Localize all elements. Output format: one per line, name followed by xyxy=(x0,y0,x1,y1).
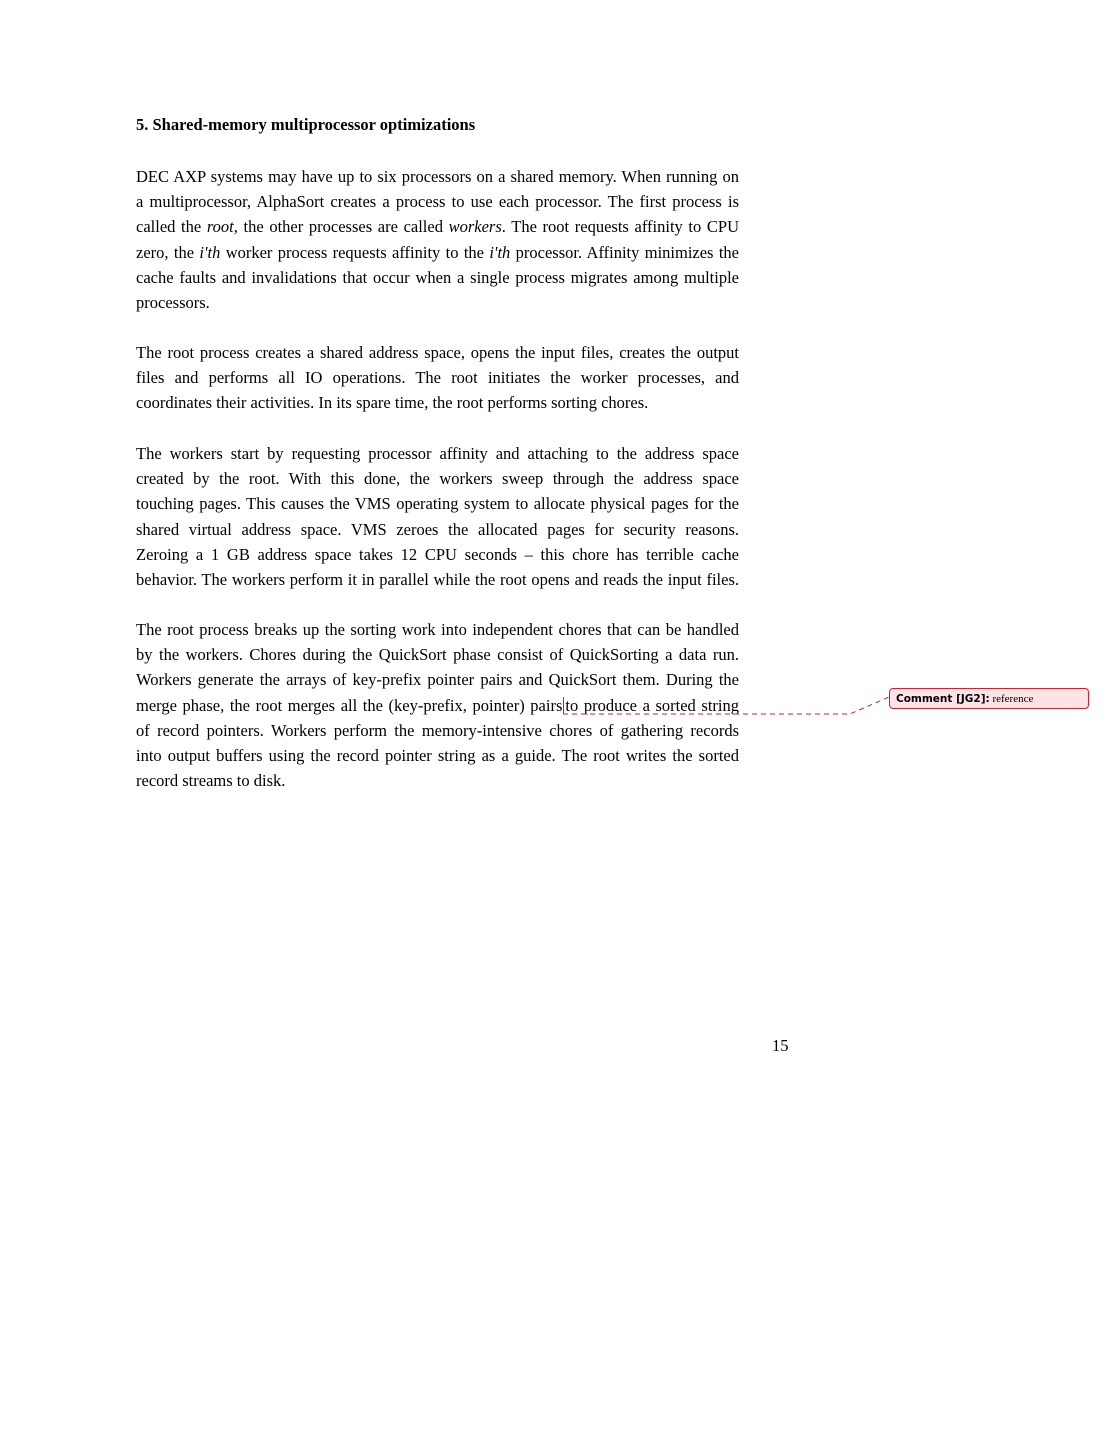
text-run: . The root requests affinity to CPU xyxy=(501,217,740,237)
text-line: shared virtual address space. VMS zeroes the allocated pages for security reasons. xyxy=(136,519,739,539)
comment-balloon[interactable] xyxy=(889,688,1089,709)
italic-term-root: root xyxy=(206,217,234,237)
comment-label: Comment [JG2]: xyxy=(896,693,990,705)
text-line: The root process creates a shared address space, opens the input files, creates the output xyxy=(136,343,739,362)
text-line: Zeroing a 1 GB address space takes 12 CPU seconds – this chore has terrible cache xyxy=(136,544,739,564)
text-line: by the workers. Chores during the QuickSort phase consist of QuickSorting a data run. xyxy=(136,645,739,665)
text-line: of record pointers. Workers perform the memory-intensive chores of gathering records xyxy=(136,720,739,740)
text-line xyxy=(136,693,739,718)
italic-term-ith: i'th xyxy=(489,242,511,262)
text-line: behavior. The workers perform it in parallel while the root opens and reads the input files. xyxy=(136,569,739,589)
text-line: a multiprocessor, AlphaSort creates a process to use each processor. The first process is xyxy=(136,192,739,212)
text-run: zero, the xyxy=(136,242,200,262)
page-number: 15 xyxy=(772,1036,789,1055)
paragraph-3 xyxy=(136,441,739,592)
comment-text: reference xyxy=(992,693,1034,705)
text-line: coordinates their activities. In its spare time, the root performs sorting chores. xyxy=(136,393,649,413)
text-run: processor. Affinity minimizes the xyxy=(510,242,739,262)
text-line: The workers start by requesting processor affinity and attaching to the address space xyxy=(136,444,739,463)
text-line: cache faults and invalidations that occur when a single process migrates among multiple xyxy=(136,267,739,287)
text-line: record streams to disk. xyxy=(136,771,286,791)
text-line: into output buffers using the record pointer string as a guide. The root writes the sorted xyxy=(136,745,739,765)
italic-term-ith: i'th xyxy=(199,242,221,262)
text-line: processors. xyxy=(136,292,210,312)
paragraph-2 xyxy=(136,340,739,416)
text-run: called the xyxy=(136,217,207,237)
text-line: DEC AXP systems may have up to six processors on a shared memory. When running on xyxy=(136,167,739,186)
paragraph-4 xyxy=(136,617,739,793)
section-heading: 5. Shared-memory multiprocessor optimizations xyxy=(136,115,476,134)
text-line: files and performs all IO operations. The root initiates the worker processes, and xyxy=(136,368,739,388)
italic-term-workers: workers xyxy=(448,217,502,237)
paragraph-1 xyxy=(136,164,739,315)
commented-text: to produce a sorted string xyxy=(565,695,739,715)
text-line: created by the root. With this done, the workers sweep through the address space xyxy=(136,469,739,489)
text-run: merge phase, the root merges all the (key-prefix, pointer) pairs xyxy=(136,695,563,715)
text-line: touching pages. This causes the VMS operating system to allocate physical pages for the xyxy=(136,494,739,514)
text-line: Workers generate the arrays of key-prefix pointer pairs and QuickSort them. During the xyxy=(136,670,739,690)
text-line: The root process breaks up the sorting work into independent chores that can be handled xyxy=(136,620,739,639)
text-run: worker process requests affinity to the xyxy=(220,242,490,262)
text-line xyxy=(136,240,739,265)
text-run: , the other processes are called xyxy=(233,217,449,237)
text-line xyxy=(136,214,739,239)
